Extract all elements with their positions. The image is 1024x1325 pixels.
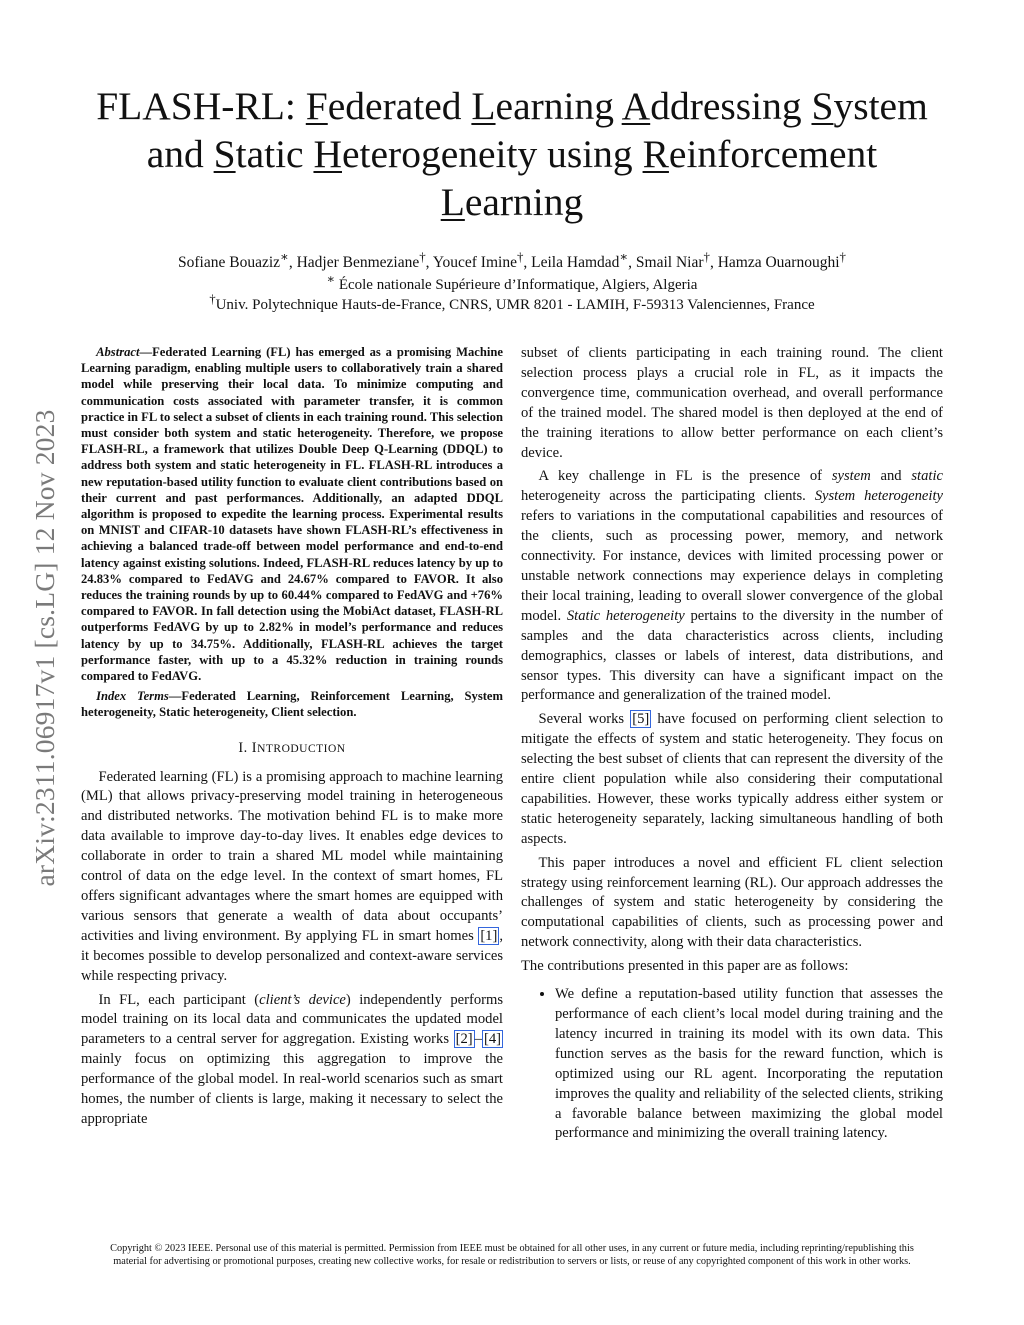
intro-paragraph-2: In FL, each participant (client’s device) independently performs model training on its local data and communicates the updated model parameters to a central server for aggregation. Existing works [2] – [4] mainly focus on optimizing this aggregation to improve the performance of the global model. In real-world scenarios such as smart homes, the number of clients is large, making it necessary to select the appropriate [81,991,504,1127]
citation-link[interactable]: [2] [455,1031,473,1048]
contributions-list [521,985,943,1144]
intro-paragraph-5: This paper introduces a novel and efficient FL client selection strategy using reinforcement learning (RL). Our approach addresses the challenges of system and static heterogeneity by considering the computational capabilities of clients, such as processing power and network connectivity, along with their data characteristics. [521,854,943,951]
author: Smail Niar [635,254,704,272]
citation-link[interactable]: [1] [480,927,498,944]
intro-paragraph-continued: subset of clients participating in each training round. The client selection process plays a crucial role in FL, as it impacts the convergence time, communication overhead, and overall performance of the trained model. The shared model is then deployed at the end of the training iterations to allow better performance on each client’s device. [521,345,943,461]
title-line-1: FLASH-RL: Federated Learning Addressing System [96,84,928,128]
title-line-2: and Static Heterogeneity using Reinforcement [146,132,878,176]
citation-link[interactable]: [5] [632,711,650,728]
author-list: Sofiane Bouaziz∗, Hadjer Benmeziane†, Youcef Imine†, Leila Hamdad∗, Smail Niar†, Hamza Ouarnoughi† [178,249,846,272]
arxiv-side-label: arXiv:2311.06917v1 [cs.LG] 12 Nov 2023 [29,409,60,887]
affiliation-2: †Univ. Polytechnique Hauts-de-France, CNRS, UMR 8201 - LAMIH, F-59313 Valenciennes, France [209,292,815,313]
author: Leila Hamdad [531,254,620,272]
right-column [521,344,943,1144]
copyright-footer: Copyright © 2023 IEEE. Personal use of this material is permitted. Permission from IEEE must be obtained for all other uses, in any current or future media, including reprinting/republishing this material for advertising or promotional purposes, creating new collective works, for resale or redistribution to servers or lists, or reuse of any copyrighted component of this work in other works. [110,1243,914,1267]
intro-paragraph-4: Several works [5] have focused on performing client selection to mitigate the effects of system and static heterogeneity. They focus on selecting the best subset of clients that can represent the diversity of the entire client population while also considering their computational capabilities. However, these works typically address either system or static heterogeneity separately, lacking simultaneous handling of both aspects. [521,711,943,847]
section-heading-introduction: I. INTRODUCTION [238,739,346,756]
contributions-intro: The contributions presented in this paper are as follows: [521,958,849,975]
paper-title [60,82,964,226]
author: Hamza Ouarnoughi [717,254,840,272]
author: Sofiane Bouaziz [178,254,281,272]
author: Youcef Imine [432,254,517,272]
left-column [81,344,503,1134]
index-terms: Index Terms—Federated Learning, Reinforcement Learning, System heterogeneity, Static heterogeneity, Client selection. [81,689,503,720]
intro-paragraph-1: Federated learning (FL) is a promising approach to machine learning (ML) that allows privacy-preserving model training in heterogeneous and distributed networks. The motivation behind FL is to make more data available to improve day-to-day lives. It enables edge devices to collaborate in order to train a shared ML model while maintaining control of data on the edge level. In the context of smart homes, FL offers significant advantages where the smart homes are equipped with various sensors that generate a wealth of data about occupants’ activities and living environment. By applying FL in smart homes [1] , it becomes possible to develop personalized and context-aware services while respecting privacy. [81,768,503,984]
affiliation-1: ∗ École nationale Supérieure d’Informatique, Algiers, Algeria [326,272,698,293]
intro-paragraph-3: A key challenge in FL is the presence of system and static heterogeneity across the participating clients. System heterogeneity refers to variations in the computational capabilities and resources of the clients, such as processing power, memory, and network connectivity. For instance, devices with limited processing power or unstable network connections may experience delays in completing their local training, leading to overall slower convergence of the global model. Static heterogeneity pertains to the diversity in the number of samples and the data characteristics across clients, including demographics, classes or labels of interest, data distributions, and sensor types. This diversity can have a significant impact on the performance and generalization of the trained model. [521,468,943,704]
citation-link[interactable]: [4] [483,1031,501,1048]
title-line-3: Learning [440,180,584,224]
list-item: • We define a reputation-based utility function that assesses the performance of each client’s local model during training and the latency incurred in training its model with its own data. This function serves as the basis for the reward function, which is optimized using our RL agent. Incorporating the reputation improves the quality and reliability of the selected clients, striking a favorable balance between maximizing the global model performance and minimizing the overall training latency. [555,985,943,1144]
author: Hadjer Benmeziane [296,254,420,272]
abstract: Abstract—Federated Learning (FL) has emerged as a promising Machine Learning paradigm, enabling multiple users to collaboratively train a shared model while preserving their local data. To minimize computing and communication costs associated with parameter transfer, it is common practice in FL to select a subset of clients in each training round. This selection must consider both system and static heterogeneity. Therefore, we propose FLASH-RL, a framework that utilizes Double Deep Q-Learning (DDQL) to address both system and static heterogeneity in FL. FLASH-RL introduces a new reputation-based utility function to evaluate client contributions based on their current and past performances. Additionally, an adapted DDQL algorithm is proposed to expedite the learning process. Experimental results on MNIST and CIFAR-10 datasets have shown FLASH-RL’s effectiveness in achieving a balanced trade-off between model performance and end-to-end latency against existing solutions. Indeed, FLASH-RL reduces latency by up to 24.83% compared to FedAVG and 24.67% compared to FAVOR. It also reduces the training rounds by up to 60.44% compared to FedAVG and +76% compared to FAVOR. In fall detection using the MobiAct dataset, FLASH-RL outperforms FedAVG by up to 2.82% in model’s performance and reduces latency by up to 34.75%. Additionally, FLASH-RL achieves the target performance faster, with up to a 45.32% reduction in training rounds compared to FedAVG. Index Terms—Federated Learning, Reinforcement Learning, System heterogeneity, Static heterogeneity, Client selection. [81,345,503,720]
